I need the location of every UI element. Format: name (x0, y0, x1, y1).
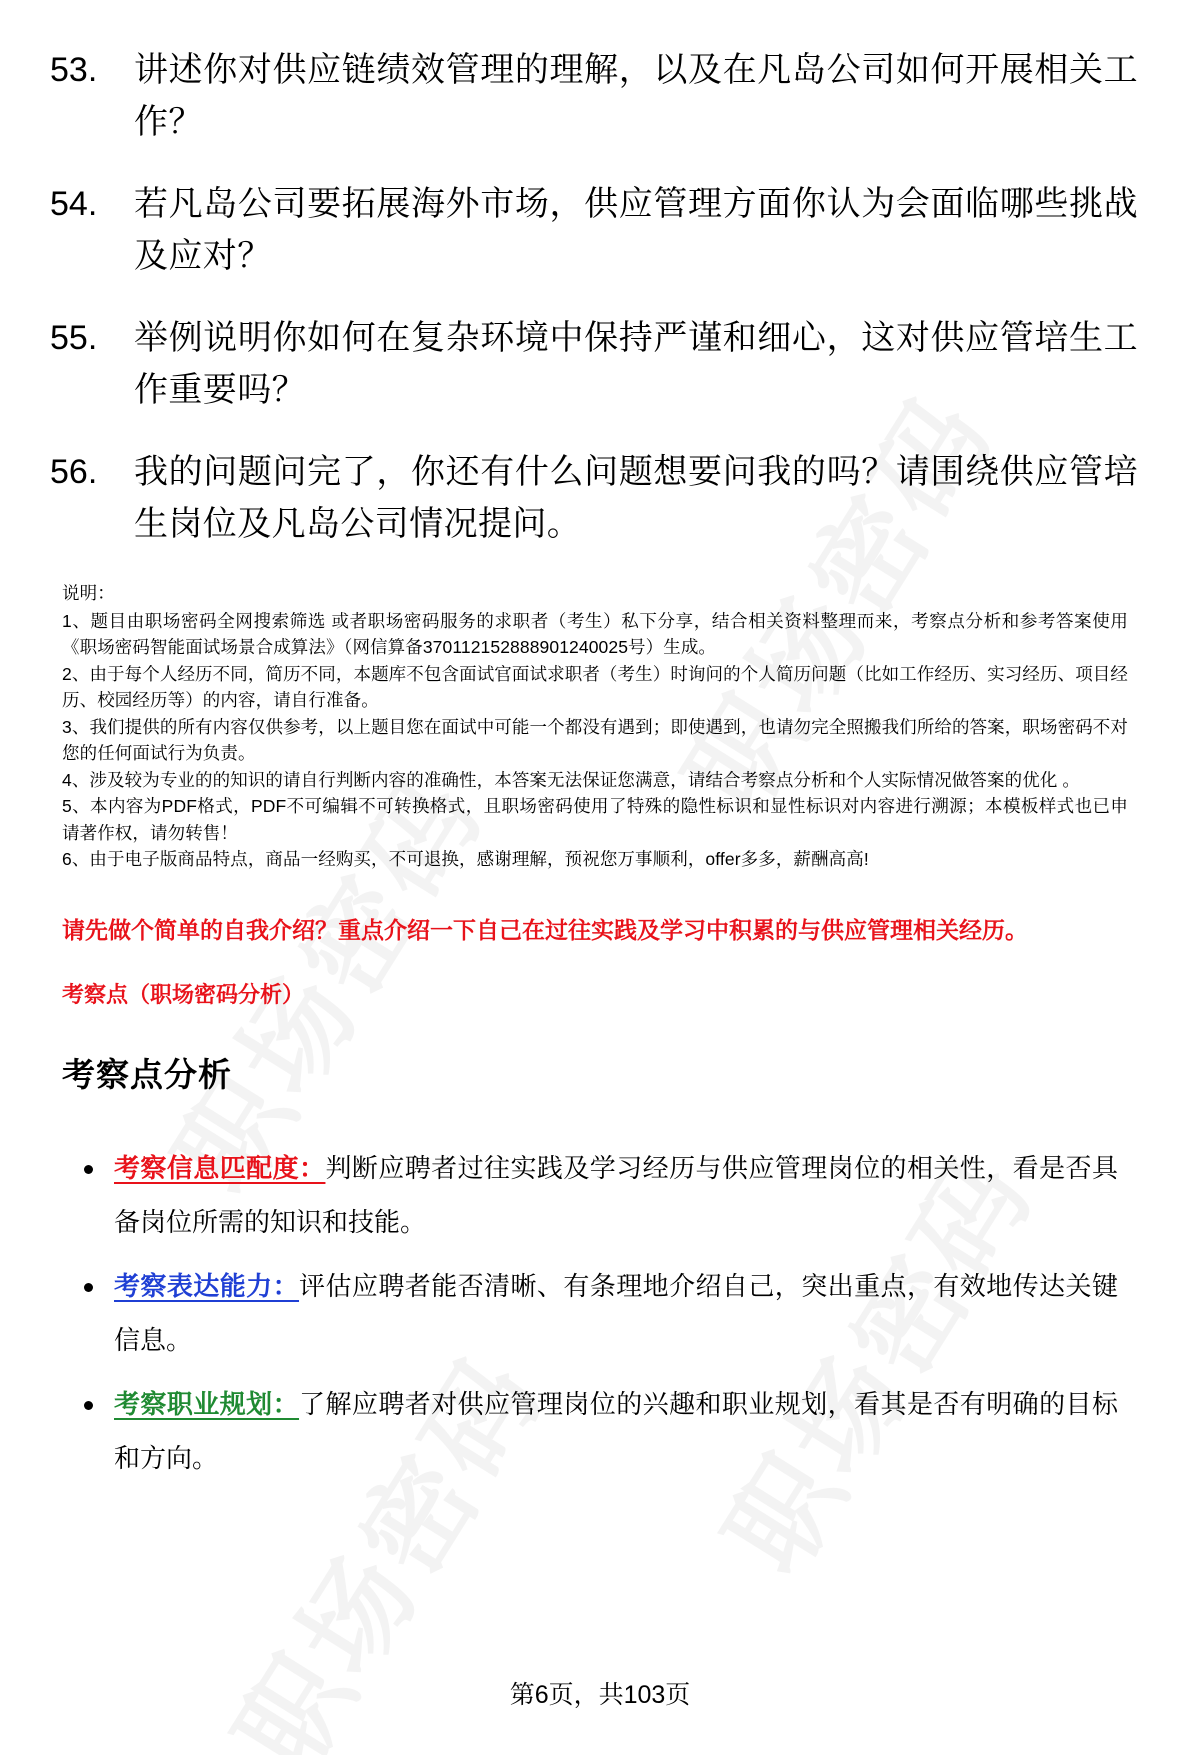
analysis-point-text: 了解应聘者对供应管理岗位的兴趣和职业规划，看其是否有明确的目标和方向。 (114, 1388, 1118, 1473)
highlighted-main-question: 请先做个简单的自我介绍？重点介绍一下自己在过往实践及学习中积累的与供应管理相关经历。 (62, 916, 1028, 943)
question-item (48, 312, 1138, 416)
question-text: 举例说明你如何在复杂环境中保持严谨和细心，这对供应管培生工作重要吗？ (134, 319, 1138, 409)
analysis-heading: 考察点分析 (62, 1055, 232, 1093)
question-item (48, 446, 1138, 550)
question-item (48, 44, 1138, 148)
question-number: 55. (50, 319, 98, 357)
analysis-point-label: 考察信息匹配度： (114, 1152, 326, 1183)
highlight-subtitle: 考察点（职场密码分析） (62, 981, 305, 1007)
analysis-point-label: 考察表达能力： (114, 1270, 300, 1301)
question-number: 54. (50, 185, 98, 223)
question-number: 56. (50, 453, 98, 491)
analysis-point (114, 1377, 1118, 1485)
note-item: 1、题目由职场密码全网搜索筛选 或者职场密码服务的求职者（考生）私下分享，结合相关资料整理而来，考察点分析和参考答案使用《职场密码智能面试场景合成算法》（网信算备370112152888901240025号）生成。 (62, 610, 1128, 657)
question-text: 讲述你对供应链绩效管理的理解，以及在凡岛公司如何开展相关工作？ (134, 51, 1138, 141)
analysis-point-text: 评估应聘者能否清晰、有条理地介绍自己，突出重点，有效地传达关键信息。 (114, 1270, 1118, 1355)
analysis-point-label: 考察职业规划： (114, 1388, 300, 1419)
question-item (48, 178, 1138, 282)
question-number: 53. (50, 51, 98, 89)
analysis-point (114, 1259, 1118, 1367)
analysis-point-list (48, 1141, 1138, 1485)
analysis-point (114, 1141, 1118, 1249)
question-text: 若凡岛公司要拓展海外市场，供应管理方面你认为会面临哪些挑战及应对？ (134, 185, 1138, 275)
page-footer: 第6页，共103页 (509, 1681, 691, 1709)
note-item: 4、涉及较为专业的的知识的请自行判断内容的准确性，本答案无法保证您满意，请结合考察点分析和个人实际情况做答案的优化 。 (62, 769, 1080, 790)
question-text: 我的问题问完了，你还有什么问题想要问我的吗？请围绕供应管培生岗位及凡岛公司情况提问。 (134, 453, 1138, 543)
question-list (48, 44, 1138, 550)
notes-title: 说明： (62, 583, 115, 603)
notes-block (62, 580, 1128, 873)
note-item: 5、本内容为PDF格式，PDF不可编辑不可转换格式，且职场密码使用了特殊的隐性标识和显性标识对内容进行溯源；本模板样式也已申请著作权，请勿转售！ (62, 796, 1128, 843)
note-item: 6、由于电子版商品特点，商品一经购买，不可退换，感谢理解，预祝您万事顺利，offer多多，薪酬高高! (62, 849, 869, 869)
note-item: 2、由于每个人经历不同，简历不同，本题库不包含面试官面试求职者（考生）时询问的个人简历问题（比如工作经历、实习经历、项目经历、校园经历等）的内容，请自行准备。 (62, 663, 1128, 710)
note-item: 3、我们提供的所有内容仅供参考，以上题目您在面试中可能一个都没有遇到；即使遇到，也请勿完全照搬我们所给的答案，职场密码不对您的任何面试行为负责。 (62, 716, 1128, 763)
analysis-point-text: 判断应聘者过往实践及学习经历与供应管理岗位的相关性，看是否具备岗位所需的知识和技能。 (114, 1152, 1118, 1237)
